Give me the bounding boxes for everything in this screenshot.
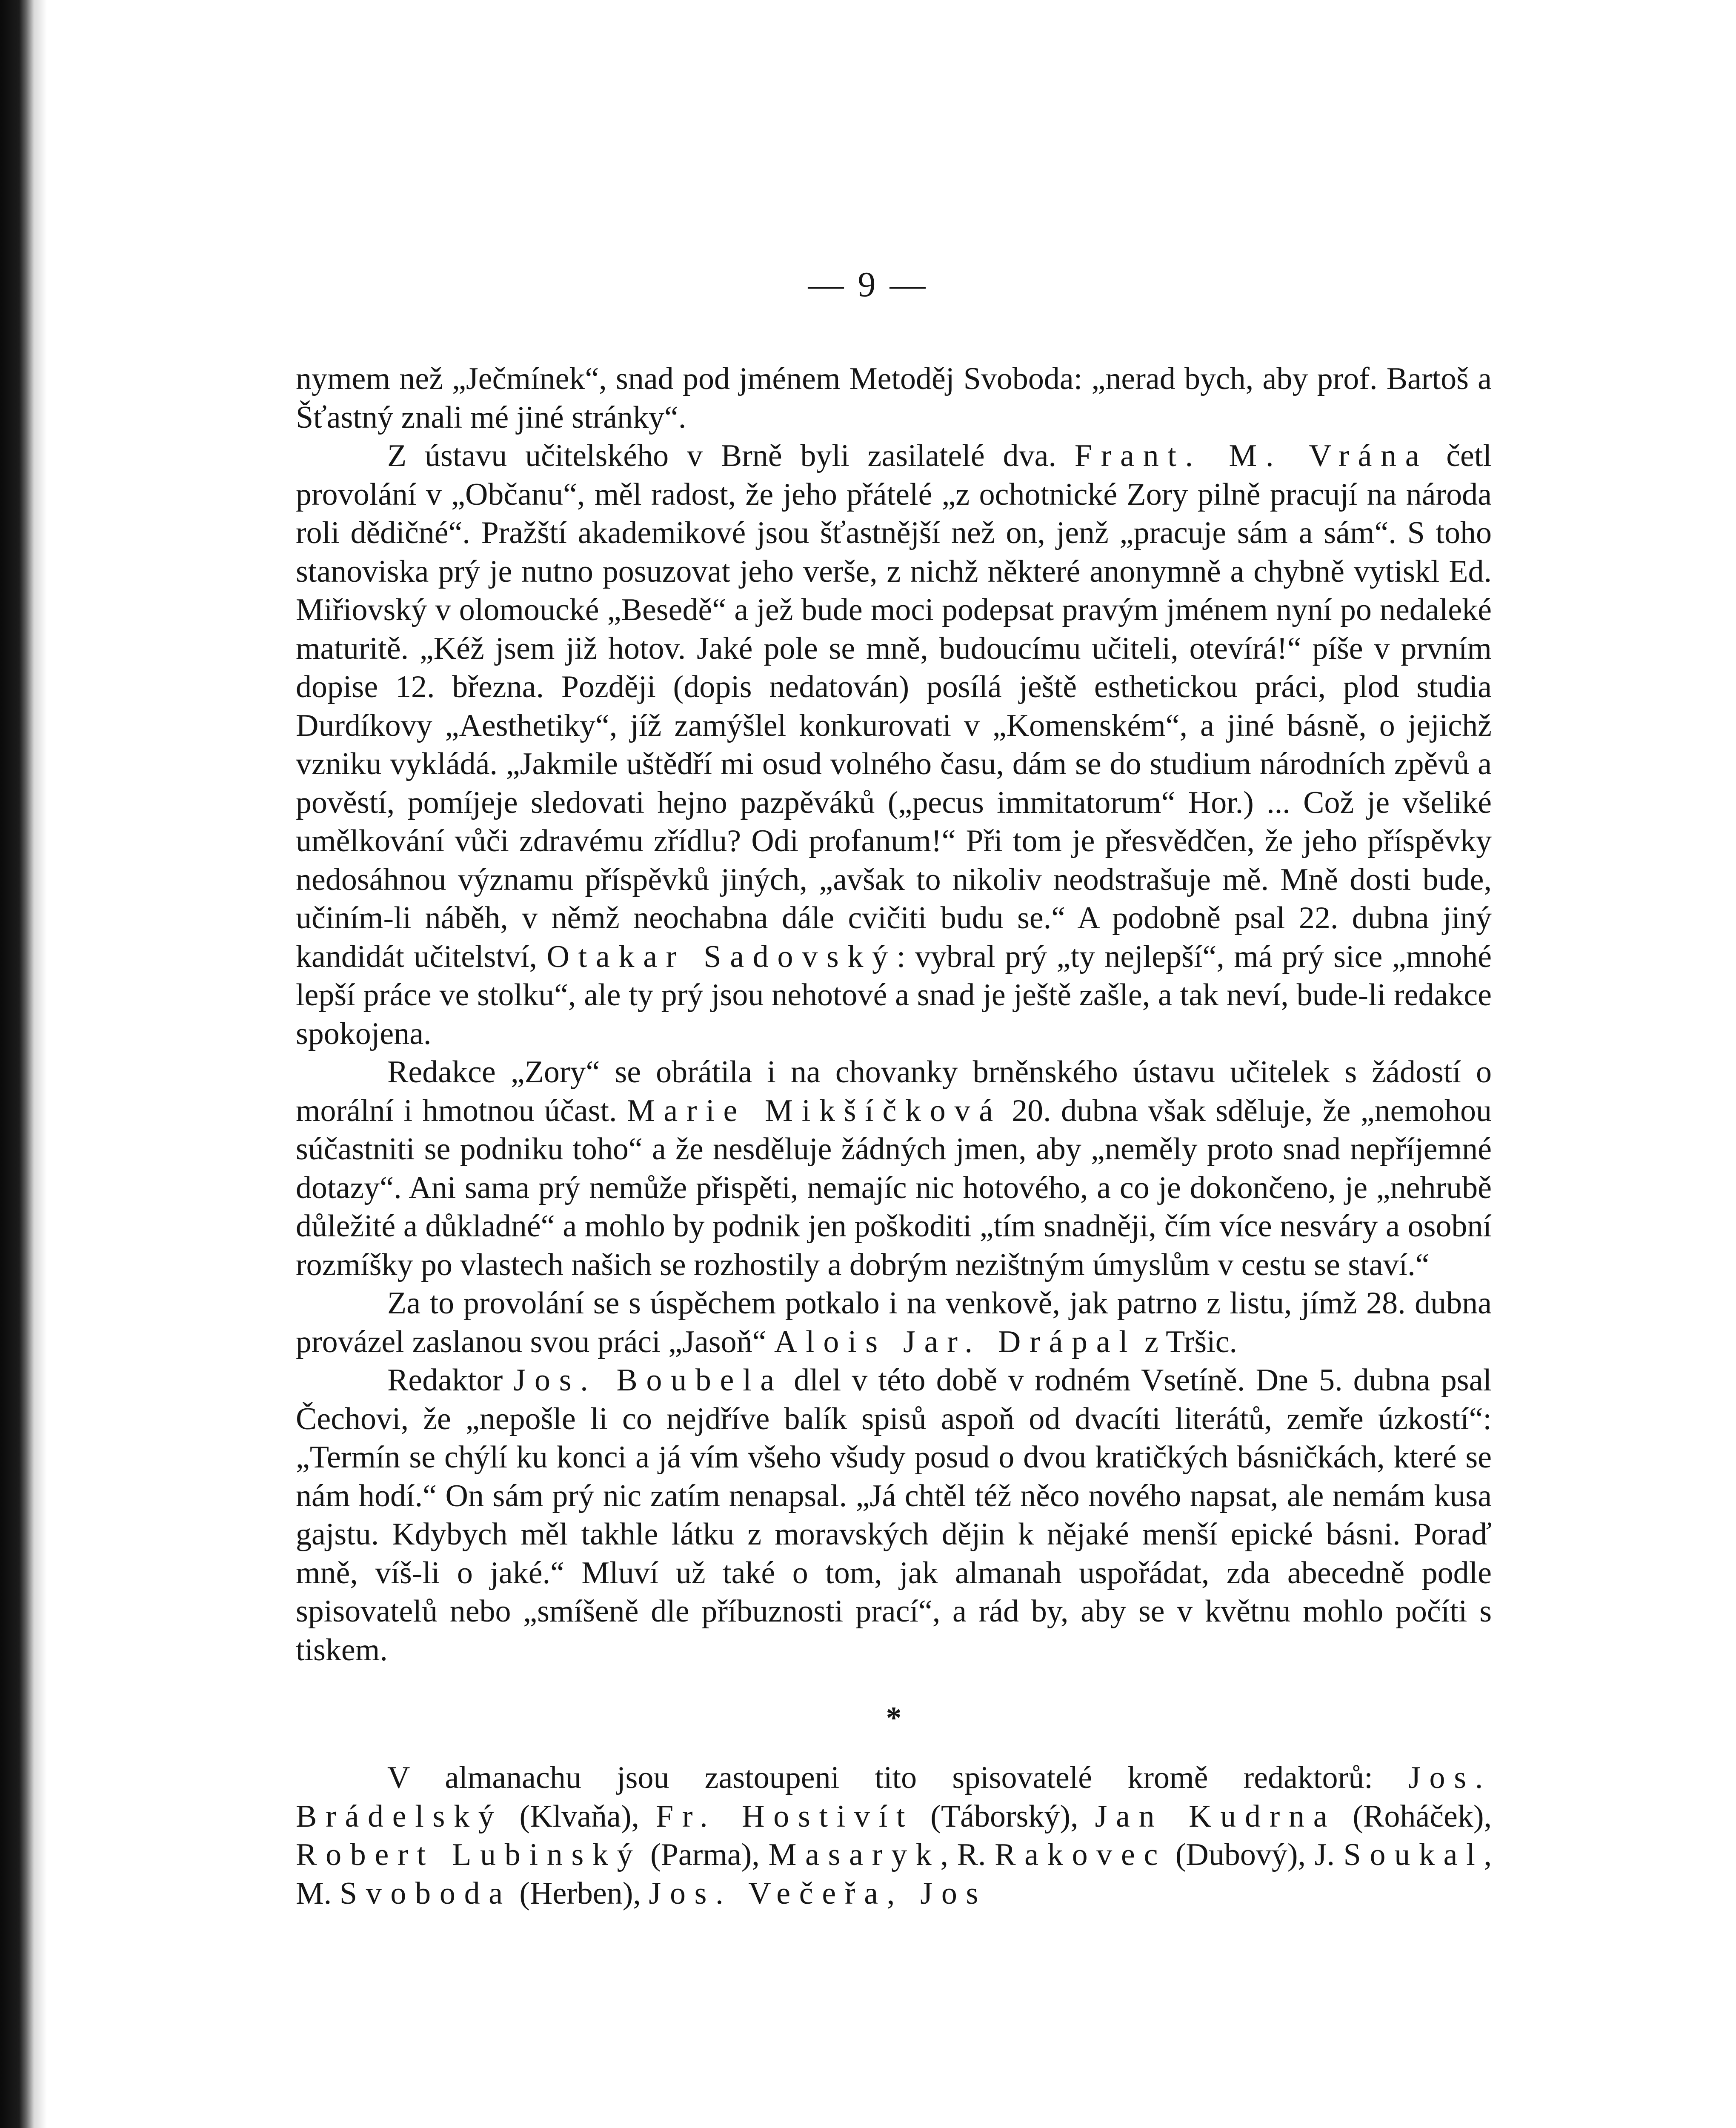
text-run: , M. [296,1837,1492,1911]
text-run: (Táborský), [914,1799,1095,1834]
paragraph-p5 [296,1361,1492,1669]
body-text [296,360,1492,1913]
spaced-name: Robert Lubinský [296,1837,642,1872]
scan-binding-shadow [0,0,47,2128]
spaced-name: Jos. Večeřa, Jos [649,1876,987,1911]
paragraph-list [296,360,1492,1669]
paragraph-p3 [296,1053,1492,1284]
spaced-name: Fr. Hostivít [655,1799,914,1834]
text-run: (Herben), [511,1876,649,1911]
text-run: Redaktor [387,1363,514,1398]
text-run: Za to provolání se s úspěchem potkalo i na venkově, jak patrno z listu, jímž 28. dubna provázel zaslanou svou práci „Jasoň“ [296,1286,1492,1359]
page-number: — 9 — [808,265,928,304]
spaced-name: Soukal [1343,1837,1484,1872]
text-run: V almanachu jsou zastoupeni tito spisovatelé kromě redaktorů: [387,1760,1409,1795]
text-run: (Roháček), [1336,1799,1492,1834]
paragraph-p4 [296,1284,1492,1361]
spaced-name: Frant. M. Vrána [1074,438,1428,473]
spaced-name: Otakar Sadovský [546,939,897,974]
spaced-name: Marie Mikšíčková [626,1093,1002,1128]
spaced-name: Masaryk [768,1837,941,1872]
text-run: nymem než „Ječmínek“, snad pod jménem Metoděj Svoboda: „nerad bych, aby prof. Bartoš a Šťastný znali mé jiné stránky“. [296,361,1492,435]
text-run: z Tršic. [1136,1324,1238,1359]
text-run: : vybral prý „ty nejlepší“, má prý sice „mnohé lepší práce ve stolku“, ale ty prý jsou nehotové a snad je ještě zašle, a tak neví, bude-li redakce spokojena. [296,939,1492,1051]
text-run: (Parma), [641,1837,769,1872]
spaced-name: Jos. Brádelský [296,1760,1492,1834]
closing-paragraph-container [296,1759,1492,1913]
text-run: , R. [940,1837,995,1872]
text-run: (Klvaňa), [503,1799,656,1834]
paragraph-p1 [296,360,1492,437]
spaced-name: Jos. Boubela [513,1363,783,1398]
text-run: (Dubový), J. [1167,1837,1344,1872]
paragraph-p6 [296,1759,1492,1913]
text-run: četl provolání v „Občanu“, měl radost, že jeho přátelé „z ochotnické Zory pilně pracují na národa roli dědičné“. Pražští akademikové jsou šťastnější než on, jenž „pracuje sám a sám“. S toho stanoviska prý je nutno posuzovat jeho verše, z nichž některé anonymně a chybně vytiskl Ed. Miřiovský v olomoucké „Besedě“ a jež bude moci podepsat pravým jménem nyní po nedaleké maturitě. „Kéž jsem již hotov. Jaké pole se mně, budoucímu učiteli, otevírá!“ píše v prvním dopise 12. března. Později (dopis nedatován) posílá ještě esthetickou práci, plod studia Durdíkovy „Aesthetiky“, jíž zamýšlel konkurovati v „Komenském“, a jiné básně, o jejichž vzniku vykládá. „Jakmile uštědří mi osud volného času, dám se do studium národních zpěvů a pověstí, pomíjeje sledovati hejno pazpěváků („pecus immitatorum“ Hor.) ... Což je všeliké umělkování vůči zdravému zřídlu? Odi profanum!“ Při tom je přesvědčen, že jeho příspěvky nedosáhnou významu příspěvků jiných, „avšak to nikoliv neodstrašuje mě. Mně dosti bude, učiním-li náběh, v němž neochabna dále cvičiti budu se.“ A podobně psal 22. dubna jiný kandidát učitelství, [296,438,1492,974]
spaced-name: Svoboda [339,1876,512,1911]
text-run: Redakce „Zory“ se obrátila i na chovanky brněnského ústavu učitelek s žádostí o morální i hmotnou účast. [296,1055,1492,1128]
paragraph-p2 [296,437,1492,1053]
spaced-name: Alois Jar. Drápal [774,1324,1137,1359]
section-separator: * [886,1701,902,1736]
text-run: dlel v této době v rodném Vsetíně. Dne 5. dubna psal Čechovi, že „nepošle li co nejdříve balík spisů aspoň od dvacíti literátů, zemře úzkostí“: „Termín se chýlí ku konci a já vím všeho všudy posud o dvou kratičkých básničkách, které se nám hodí.“ On sám prý nic zatím nenapsal. „Já chtěl též něco nového napsat, ale nemám kusa gajstu. Kdybych měl takhle látku z moravských dějin k nějaké menší epické básni. Poraď mně, víš-li o jaké.“ Mluví už také o tom, jak almanah uspořádat, zda abecedně podle spisovatelů nebo „smíšeně dle příbuznosti prací“, a rád by, aby se v květnu mohlo počíti s tiskem. [296,1363,1492,1668]
spaced-name: Jan Kudrna [1095,1799,1336,1834]
text-run: Z ústavu učitelského v Brně byli zasilatelé dva. [387,438,1075,473]
spaced-name: Rakovec [995,1837,1167,1872]
text-run: 20. dubna však sděluje, že „nemohou súčastniti se podniku toho“ a že nesděluje žádných jmen, aby „neměly proto snad nepříjemné dotazy“. Ani sama prý nemůže přispěti, nemajíc nic hotového, a co je dokončeno, je „nehrubě důležité a důkladné“ a mohlo by podnik jen poškoditi „tím snadněji, čím více nesváry a osobní rozmíšky po vlastech našich se rozhostily a dobrým nezištným úmyslům v cestu se staví.“ [296,1093,1492,1282]
